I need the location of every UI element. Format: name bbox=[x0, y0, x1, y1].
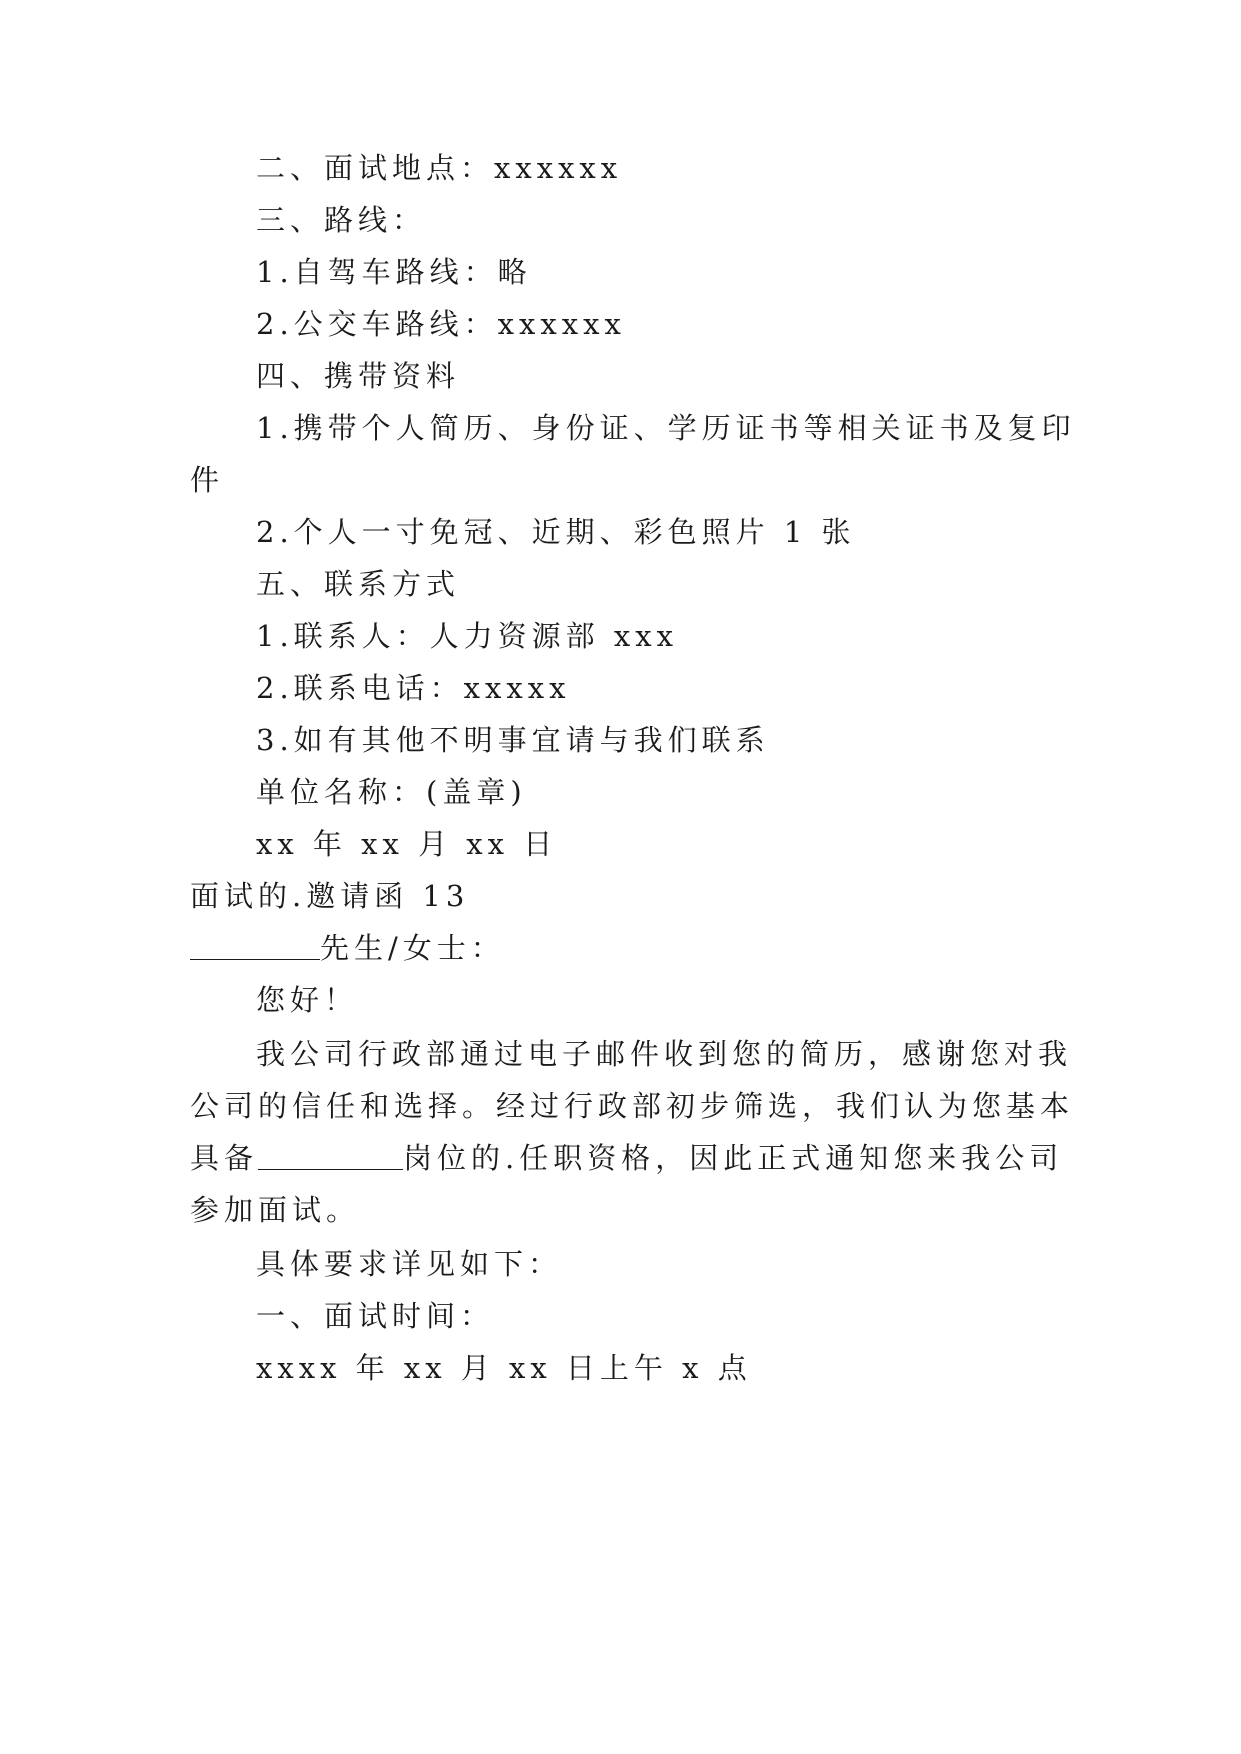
section-title: 面试的.邀请函 13 bbox=[190, 879, 470, 913]
bus-route-line: 2.公交车路线：xxxxxx bbox=[256, 307, 626, 341]
body-line-2: 公司的信任和选择。经过行政部初步筛选，我们认为您基本 bbox=[190, 1089, 1075, 1123]
driving-route-line: 1.自驾车路线：略 bbox=[256, 255, 532, 289]
body-line-3 bbox=[0, 1138, 1241, 1178]
materials-item-1-continuation: 件 bbox=[190, 463, 225, 497]
body-line-4: 参加面试。 bbox=[190, 1193, 361, 1227]
name-blank bbox=[190, 931, 320, 960]
contact-phone-line: 2.联系电话：xxxxx bbox=[256, 671, 571, 705]
materials-item-1: 1.携带个人简历、身份证、学历证书等相关证书及复印 bbox=[256, 411, 1076, 445]
materials-item-2: 2.个人一寸免冠、近期、彩色照片 1 张 bbox=[256, 515, 856, 549]
body-line-3-suffix: 岗位的.任职资格，因此正式通知您来我公司 bbox=[403, 1141, 1064, 1175]
greeting: 您好！ bbox=[256, 983, 359, 1017]
interview-time-heading: 一、面试时间： bbox=[256, 1299, 495, 1333]
details-intro: 具体要求详见如下： bbox=[256, 1247, 563, 1281]
body-line-1: 我公司行政部通过电子邮件收到您的简历，感谢您对我 bbox=[256, 1037, 1073, 1071]
organization-seal-line: 单位名称：(盖章) bbox=[256, 775, 527, 809]
salutation-suffix: 先生/女士： bbox=[320, 931, 505, 965]
contact-person-line: 1.联系人：人力资源部 xxx bbox=[256, 619, 678, 653]
position-blank bbox=[258, 1141, 403, 1170]
contact-other-line: 3.如有其他不明事宜请与我们联系 bbox=[256, 723, 770, 757]
materials-heading: 四、携带资料 bbox=[256, 359, 461, 393]
body-line-3-prefix: 具备 bbox=[190, 1141, 259, 1175]
contact-heading: 五、联系方式 bbox=[256, 567, 461, 601]
interview-time-value: xxxx 年 xx 月 xx 日上午 x 点 bbox=[256, 1351, 752, 1385]
interview-location-line: 二、面试地点：xxxxxx bbox=[256, 151, 623, 185]
salutation-line bbox=[0, 928, 1241, 968]
date-line: xx 年 xx 月 xx 日 bbox=[256, 827, 558, 861]
route-heading: 三、路线： bbox=[256, 203, 427, 237]
